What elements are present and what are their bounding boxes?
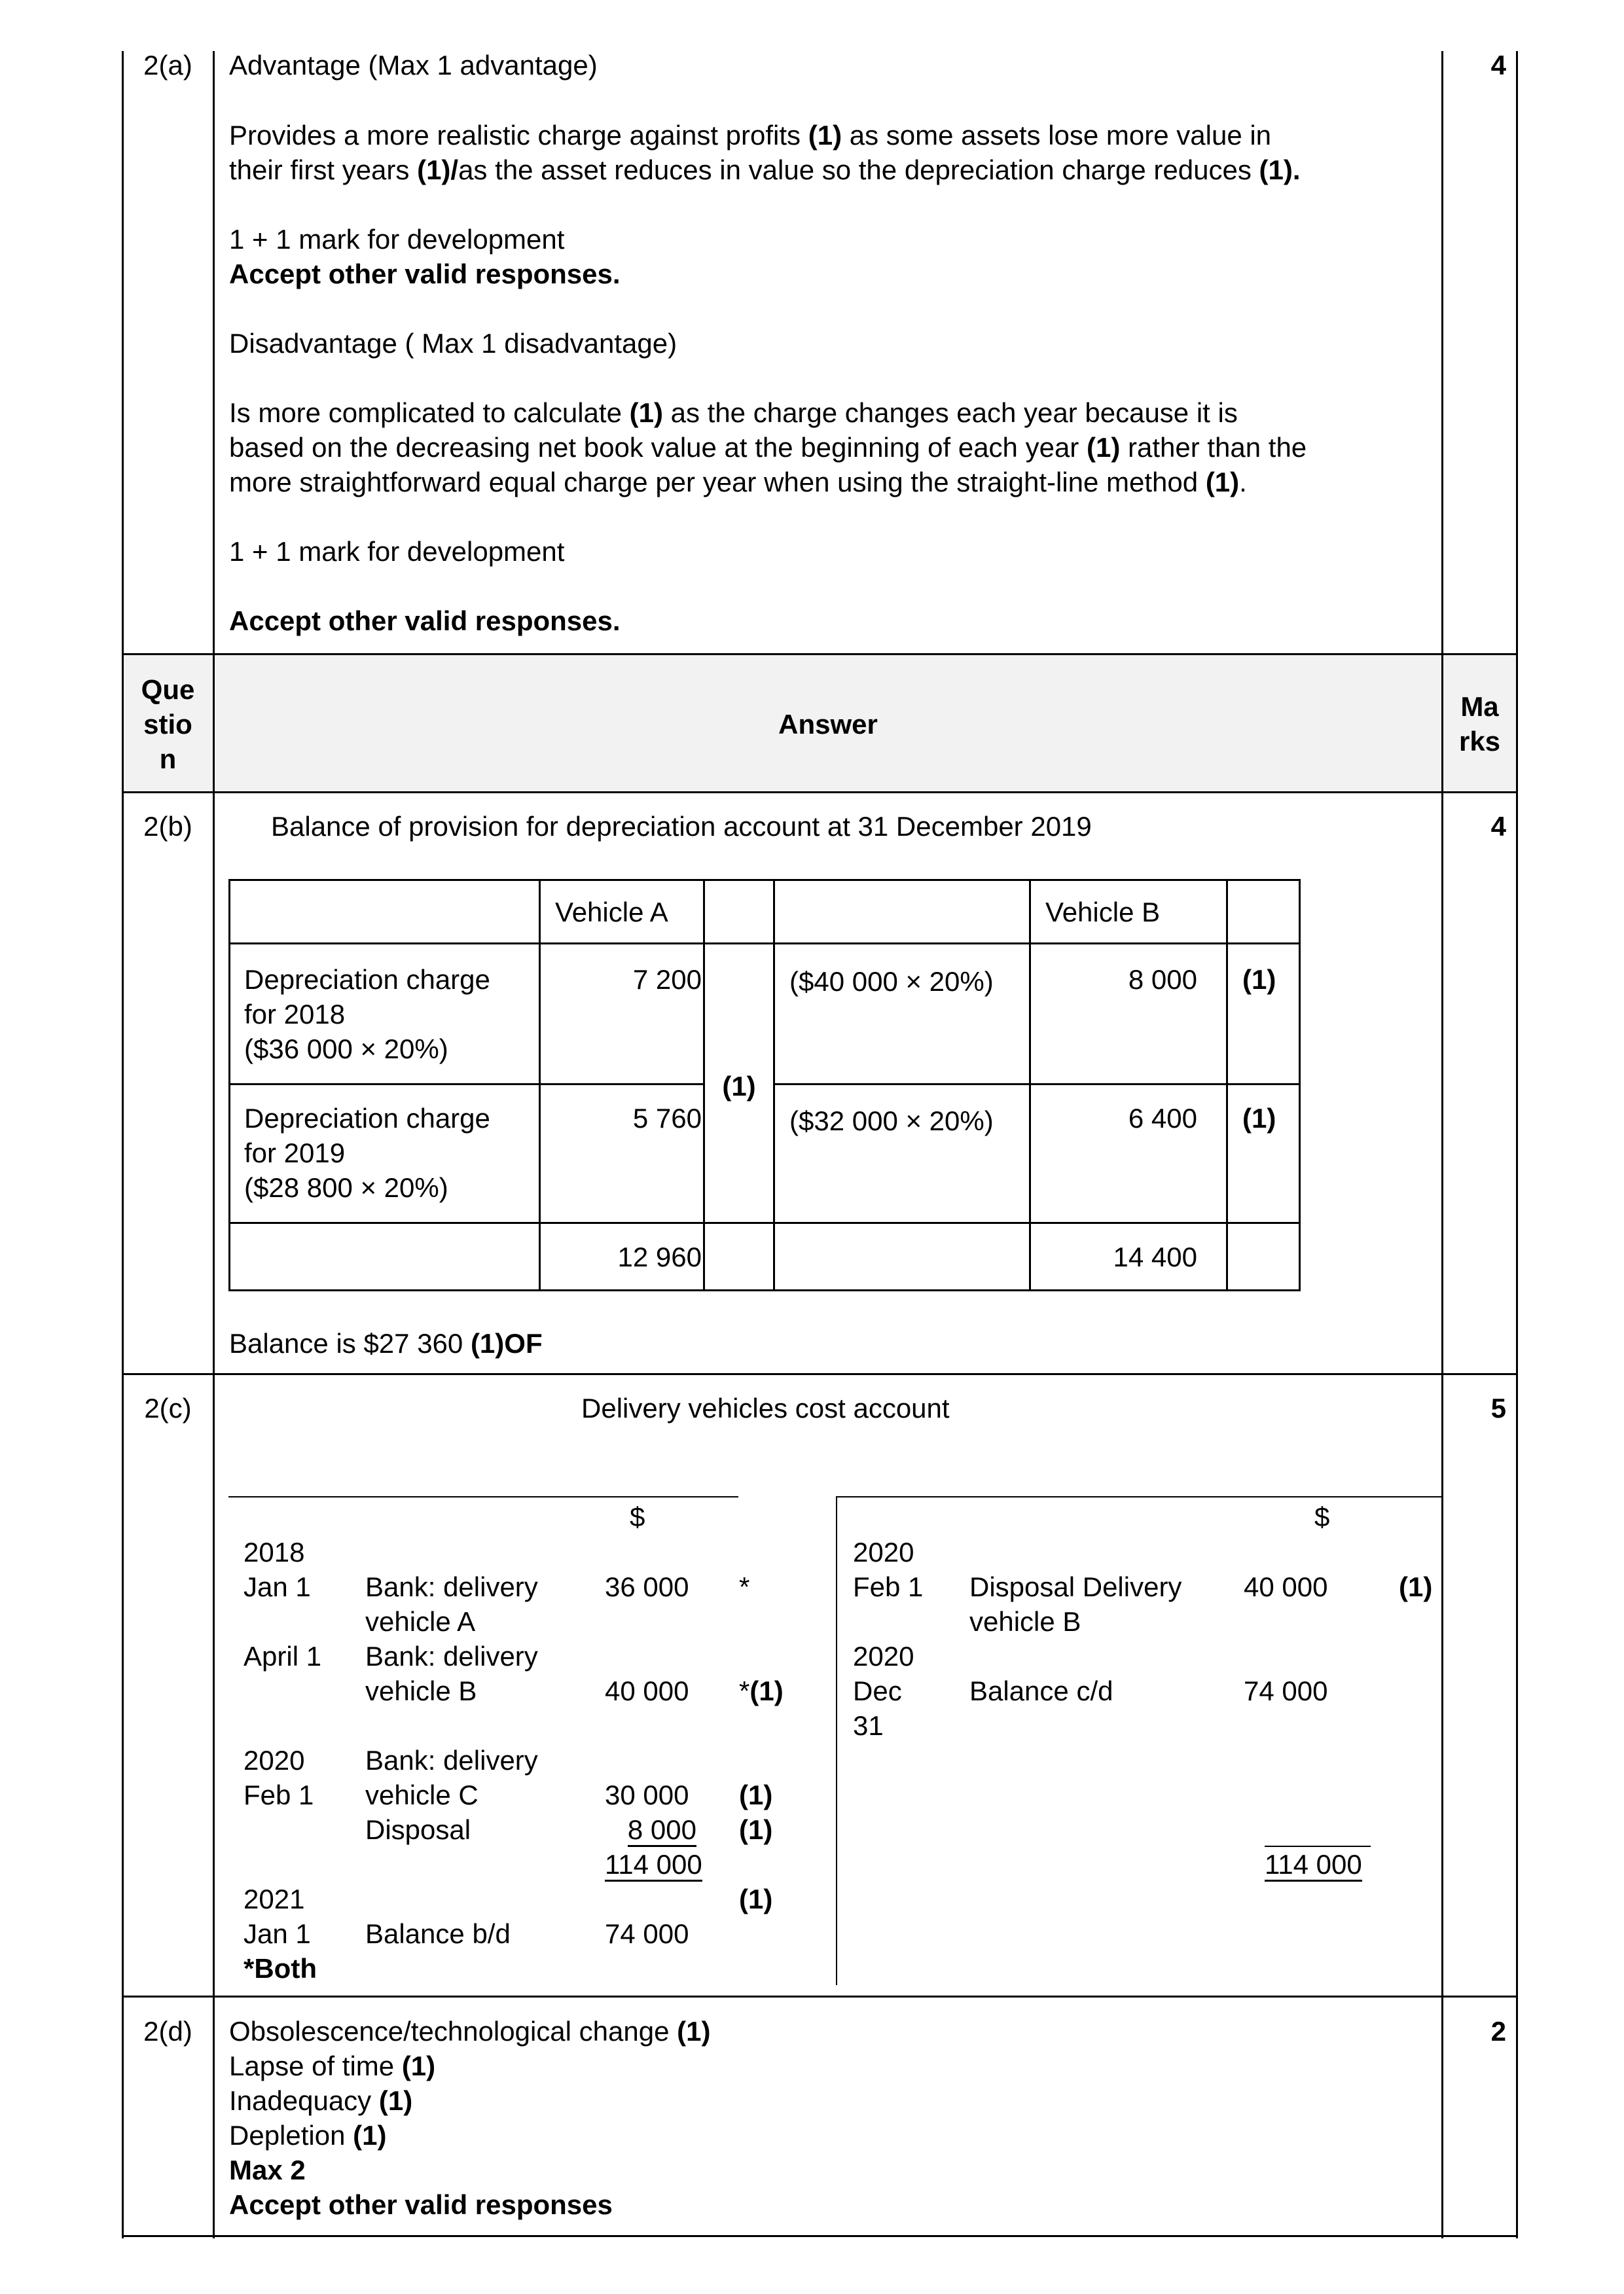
col-header-vehicle-b: Vehicle B	[1045, 897, 1161, 927]
advantage-heading: Advantage (Max 1 advantage)	[229, 50, 598, 81]
currency-symbol: $	[1314, 1501, 1330, 1532]
year-2018: 2018	[244, 1537, 305, 1568]
balance-result: Balance is $27 360 (1)OF	[229, 1328, 543, 1359]
mark-disposal-vehicle-b: (1)	[1399, 1571, 1433, 1602]
development-note-1: 1 + 1 mark for development	[229, 224, 565, 255]
table-col-line	[1226, 879, 1228, 1291]
grid-line-bottom	[122, 2235, 1518, 2237]
development-note-2: 1 + 1 mark for development	[229, 536, 565, 567]
year-2021: 2021	[244, 1884, 305, 1914]
reason-inadequacy: Inadequacy (1)	[229, 2085, 413, 2116]
row-2019-label: Depreciation charge for 2019 ($28 800 × 20%)	[244, 1103, 490, 1203]
date-jan-1: Jan 1	[244, 1571, 311, 1602]
reason-lapse-of-time: Lapse of time (1)	[229, 2051, 436, 2081]
both-note: *Both	[244, 1953, 317, 1984]
disadvantage-line-1: Is more complicated to calculate (1) as the charge changes each year because it is	[229, 397, 1238, 428]
header-marks: Ma rks	[1458, 691, 1501, 757]
header-question: Que stio n	[141, 674, 195, 774]
year-2020: 2020	[244, 1745, 305, 1776]
year-2020-b: 2020	[853, 1641, 914, 1672]
header-answer: Answer	[778, 709, 878, 740]
table-col-line	[539, 879, 541, 1291]
disadvantage-line-2: based on the decreasing net book value at the beginning of each year (1) rather than the	[229, 432, 1307, 463]
reason-obsolescence: Obsolescence/technological change (1)	[229, 2016, 711, 2047]
accept-note: Accept other valid responses	[229, 2189, 613, 2220]
credit-total: 114 000	[1265, 1847, 1362, 1882]
row-2018-vehicle-b: 8 000	[1128, 964, 1197, 995]
row-2019-mark: (1)	[1242, 1103, 1276, 1134]
advantage-line-1: Provides a more realistic charge against profits (1) as some assets lose more value in	[229, 120, 1272, 151]
date-feb-1: Feb 1	[853, 1571, 924, 1602]
question-number: 2(b)	[143, 811, 192, 842]
t-account-divider	[836, 1496, 837, 1985]
depreciation-title: Balance of provision for depreciation account at 31 December 2019	[271, 811, 1092, 842]
col-header-vehicle-a: Vehicle A	[555, 897, 668, 927]
debit-side-rule	[228, 1496, 738, 1497]
row-2018-vehicle-b-calc: ($40 000 × 20%)	[789, 966, 994, 997]
disadvantage-heading: Disadvantage ( Max 1 disadvantage)	[229, 328, 677, 359]
table-row-line	[228, 1083, 704, 1085]
marks-value: 2	[1490, 2016, 1506, 2047]
marks-value: 5	[1490, 1393, 1506, 1424]
reason-depletion: Depletion (1)	[229, 2120, 387, 2151]
star-marker: *	[739, 1571, 750, 1602]
entry-bank-vehicle-c: Bank: delivery vehicle C	[365, 1745, 538, 1810]
mark-2021: (1)	[739, 1884, 773, 1914]
marks-value: 4	[1490, 50, 1506, 81]
grid-line-right	[1516, 51, 1518, 2238]
amount-vehicle-c: 30 000	[605, 1780, 689, 1810]
max-note: Max 2	[229, 2155, 306, 2185]
entry-bank-vehicle-a: Bank: delivery vehicle A	[365, 1571, 538, 1637]
grid-line-2d-top	[122, 1996, 1518, 1998]
marks-value: 4	[1490, 811, 1506, 842]
amount-vehicle-a: 36 000	[605, 1571, 689, 1602]
credit-side-rule	[837, 1496, 1442, 1497]
grid-line-2c-top	[122, 1373, 1518, 1375]
question-number: 2(a)	[143, 50, 192, 81]
date-feb-1: Feb 1	[244, 1780, 314, 1810]
question-number: 2(c)	[144, 1393, 192, 1424]
year-2020: 2020	[853, 1537, 914, 1568]
grid-line-header-bottom	[122, 791, 1518, 793]
row-2018-label: Depreciation charge for 2018 ($36 000 × 20%)	[244, 964, 490, 1064]
advantage-line-2: their first years (1)/as the asset reduces in value so the depreciation charge reduces (1).	[229, 154, 1301, 185]
star-mark-vehicle-b: *(1)	[739, 1676, 784, 1706]
date-jan-1-2021: Jan 1	[244, 1918, 311, 1949]
debit-total: 114 000	[605, 1847, 702, 1882]
table-row-line	[228, 1222, 1301, 1224]
entry-bank-vehicle-b: Bank: delivery vehicle B	[365, 1641, 538, 1706]
accept-note-2: Accept other valid responses.	[229, 605, 621, 636]
date-dec-31: Dec 31	[853, 1676, 902, 1741]
row-2019-vehicle-b-calc: ($32 000 × 20%)	[789, 1105, 994, 1136]
question-number: 2(d)	[143, 2016, 192, 2047]
vehicle-a-mark: (1)	[722, 1071, 756, 1102]
row-2019-vehicle-a: 5 760	[632, 1103, 702, 1134]
table-row-line	[773, 1083, 1301, 1085]
total-vehicle-a: 12 960	[617, 1242, 702, 1272]
date-april-1: April 1	[244, 1641, 322, 1672]
accept-note-1: Accept other valid responses.	[229, 259, 621, 289]
amount-balance-bd: 74 000	[605, 1918, 689, 1949]
disadvantage-line-3: more straightforward equal charge per year when using the straight-line method (1).	[229, 467, 1247, 497]
account-title: Delivery vehicles cost account	[581, 1393, 950, 1424]
amount-vehicle-b: 40 000	[605, 1676, 689, 1706]
grid-line-answer	[1441, 51, 1443, 2238]
grid-line-header-top	[122, 653, 1518, 655]
row-2018-vehicle-a: 7 200	[632, 964, 702, 995]
entry-balance-cd: Balance c/d	[969, 1676, 1113, 1706]
mark-disposal: (1)	[739, 1814, 773, 1845]
total-vehicle-b: 14 400	[1113, 1242, 1197, 1272]
table-col-line	[773, 879, 775, 1291]
mark-vehicle-c: (1)	[739, 1780, 773, 1810]
currency-symbol: $	[630, 1501, 645, 1532]
row-2018-mark: (1)	[1242, 964, 1276, 995]
entry-disposal-vehicle-b: Disposal Delivery vehicle B	[969, 1571, 1182, 1637]
entry-balance-bd: Balance b/d	[365, 1918, 511, 1949]
grid-line-left	[122, 51, 124, 2238]
amount-disposal-vehicle-b: 40 000	[1244, 1571, 1328, 1602]
grid-line-question	[213, 51, 215, 2238]
table-col-line	[1029, 879, 1031, 1291]
amount-balance-cd: 74 000	[1244, 1676, 1328, 1706]
entry-disposal: Disposal	[365, 1814, 471, 1845]
table-row-line	[228, 942, 1301, 944]
amount-disposal: 8 000	[605, 1812, 696, 1847]
row-2019-vehicle-b: 6 400	[1128, 1103, 1197, 1134]
